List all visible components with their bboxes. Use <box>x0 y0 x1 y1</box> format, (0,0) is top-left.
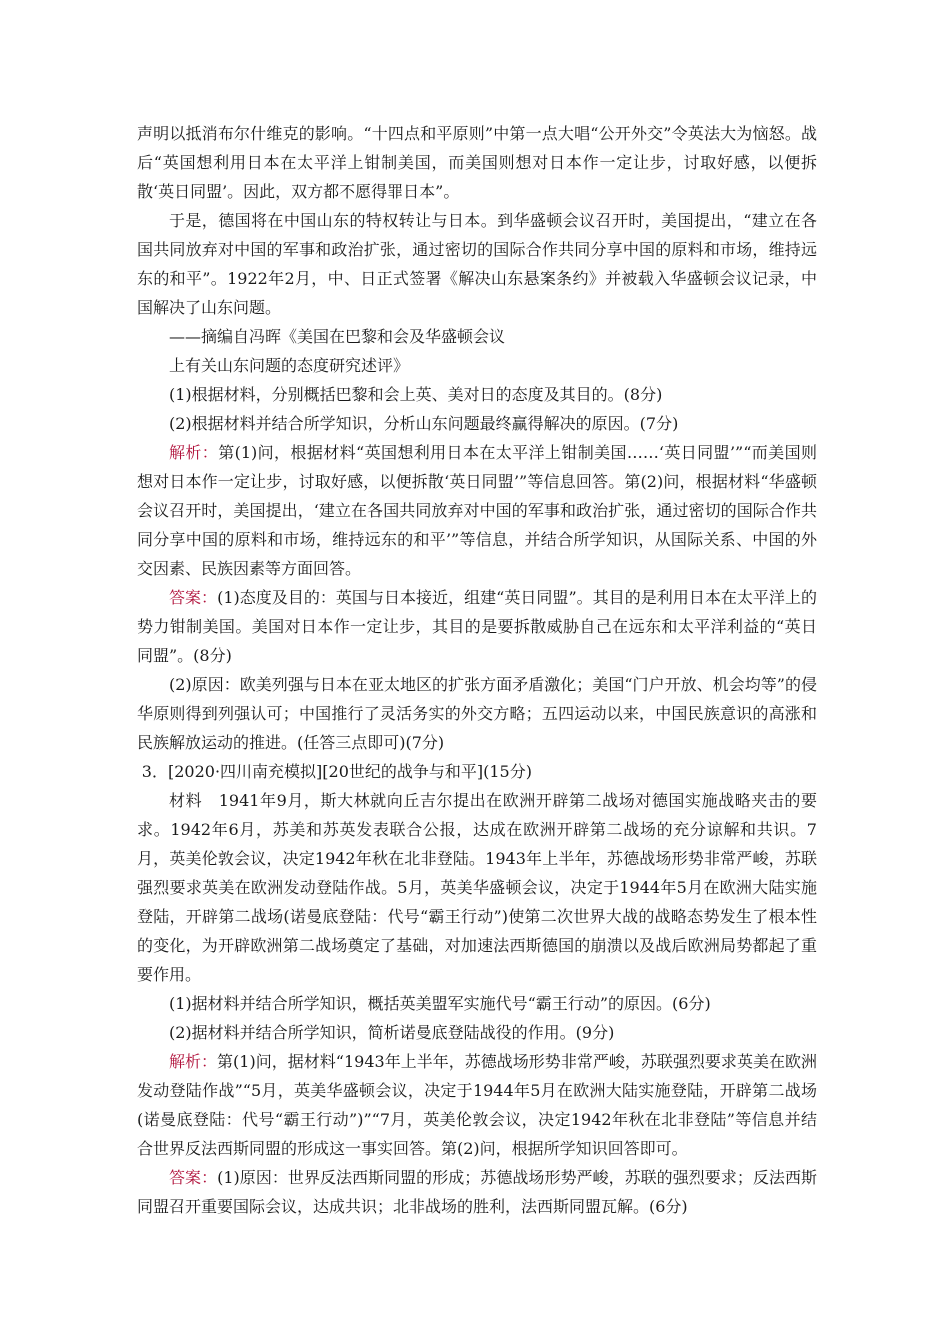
paragraph-text: 3．[2020·四川南充模拟][20世纪的战争与和平](15分) <box>141 762 532 781</box>
paragraph-text: 于是，德国将在中国山东的特权转让与日本。到华盛顿会议召开时，美国提出，“建立在各国共同放弃对中国的军事和政治扩张，通过密切的国际合作共同分享中国的原料和市场，维持远东的和平”。1922年2月，中、日正式签署《解决山东悬案条约》并被载入华盛顿会议记录，中国解决了山东问题。 <box>137 211 817 317</box>
paragraph-text: 第(1)问，据材料“1943年上半年，苏德战场形势非常严峻，苏联强烈要求英美在欧洲发动登陆作战”“5月，英美华盛顿会议，决定于1944年5月在欧洲大陆实施登陆，开辟第二战场(诺曼底登陆：代号“霸王行动”)”“7月，英美伦敦会议，决定1942年秋在北非登陆”等信息并结合世界反法西斯同盟的形成这一事实回答。第(2)问，根据所学知识回答即可。 <box>137 1052 817 1158</box>
paragraph-material <box>137 206 817 322</box>
paragraph-text: (1)原因：世界反法西斯同盟的形成；苏德战场形势严峻，苏联的强烈要求；反法西斯同盟召开重要国际会议，达成共识；北非战场的胜利，法西斯同盟瓦解。(6分) <box>137 1168 817 1216</box>
paragraph-text: ——摘编自冯晖《美国在巴黎和会及华盛顿会议 <box>169 327 506 346</box>
question-2 <box>137 409 817 438</box>
paragraph-text: (2)根据材料并结合所学知识，分析山东问题最终赢得解决的原因。(7分) <box>169 414 679 433</box>
answer-label: 答案： <box>169 1168 218 1187</box>
paragraph-text: (1)态度及目的：英国与日本接近，组建“英日同盟”。其目的是利用日本在太平洋上的势力钳制美国。美国对日本作一定让步，其目的是要拆散威胁自己在远东和太平洋利益的“英日同盟”。(8分) <box>137 588 817 665</box>
paragraph-text: 上有关山东问题的态度研究述评》 <box>169 356 410 375</box>
source-citation-line2 <box>137 351 817 380</box>
paragraph-text: (2)原因：欧美列强与日本在亚太地区的扩张方面矛盾激化；美国“门户开放、机会均等”的侵华原则得到列强认可；中国推行了灵活务实的外交方略；五四运动以来，中国民族意识的高涨和民族解放运动的推进。(任答三点即可)(7分) <box>137 675 817 752</box>
answer-paragraph <box>137 1163 817 1221</box>
paragraph-text: 声明以抵消布尔什维克的影响。“十四点和平原则”中第一点大唱“公开外交”令英法大为恼怒。战后“英国想利用日本在太平洋上钳制美国，而美国则想对日本作一定让步，讨取好感，以便拆散‘英日同盟’。因此，双方都不愿得罪日本”。 <box>137 124 817 201</box>
answer-label: 答案： <box>169 588 218 607</box>
paragraph-text: 第(1)问，根据材料“英国想利用日本在太平洋上钳制美国……‘英日同盟’”“而美国则想对日本作一定让步，讨取好感，以便拆散‘英日同盟’”等信息回答。第(2)问，根据材料“华盛顿会议召开时，美国提出，‘建立在各国共同放弃对中国的军事和政治扩张，通过密切的国际合作共同分享中国的原料和市场，维持远东的和平’”等信息，并结合所学知识，从国际关系、中国的外交因素、民族因素等方面回答。 <box>137 443 817 578</box>
analysis-label: 解析： <box>169 443 219 462</box>
analysis-label: 解析： <box>169 1052 218 1071</box>
paragraph-text: 材料 1941年9月，斯大林就向丘吉尔提出在欧洲开辟第二战场对德国实施战略夹击的要求。1942年6月，苏美和苏英发表联合公报，达成在欧洲开辟第二战场的充分谅解和共识。7月，英美伦敦会议，决定1942年秋在北非登陆。1943年上半年，苏德战场形势非常严峻，苏联强烈要求英美在欧洲发动登陆作战。5月，英美华盛顿会议，决定于1944年5月在欧洲大陆实施登陆，开辟第二战场(诺曼底登陆：代号“霸王行动”)使第二次世界大战的战略态势发生了根本性的变化，为开辟欧洲第二战场奠定了基础，对加速法西斯德国的崩溃以及战后欧洲局势都起了重要作用。 <box>137 791 817 984</box>
answer-paragraph <box>137 583 817 670</box>
paragraph-continuation <box>137 119 817 206</box>
document-body <box>137 119 817 1221</box>
question-1 <box>137 380 817 409</box>
question-2 <box>137 1018 817 1047</box>
paragraph-text: (2)据材料并结合所学知识，简析诺曼底登陆战役的作用。(9分) <box>169 1023 615 1042</box>
question-heading-3 <box>137 757 817 786</box>
paragraph-text: (1)根据材料，分别概括巴黎和会上英、美对日的态度及其目的。(8分) <box>169 385 663 404</box>
paragraph-material <box>137 786 817 989</box>
analysis-paragraph <box>137 438 817 583</box>
paragraph-text: (1)据材料并结合所学知识，概括英美盟军实施代号“霸王行动”的原因。(6分) <box>169 994 711 1013</box>
question-1 <box>137 989 817 1018</box>
answer-part-2 <box>137 670 817 757</box>
source-citation-line1 <box>137 322 817 351</box>
analysis-paragraph <box>137 1047 817 1163</box>
